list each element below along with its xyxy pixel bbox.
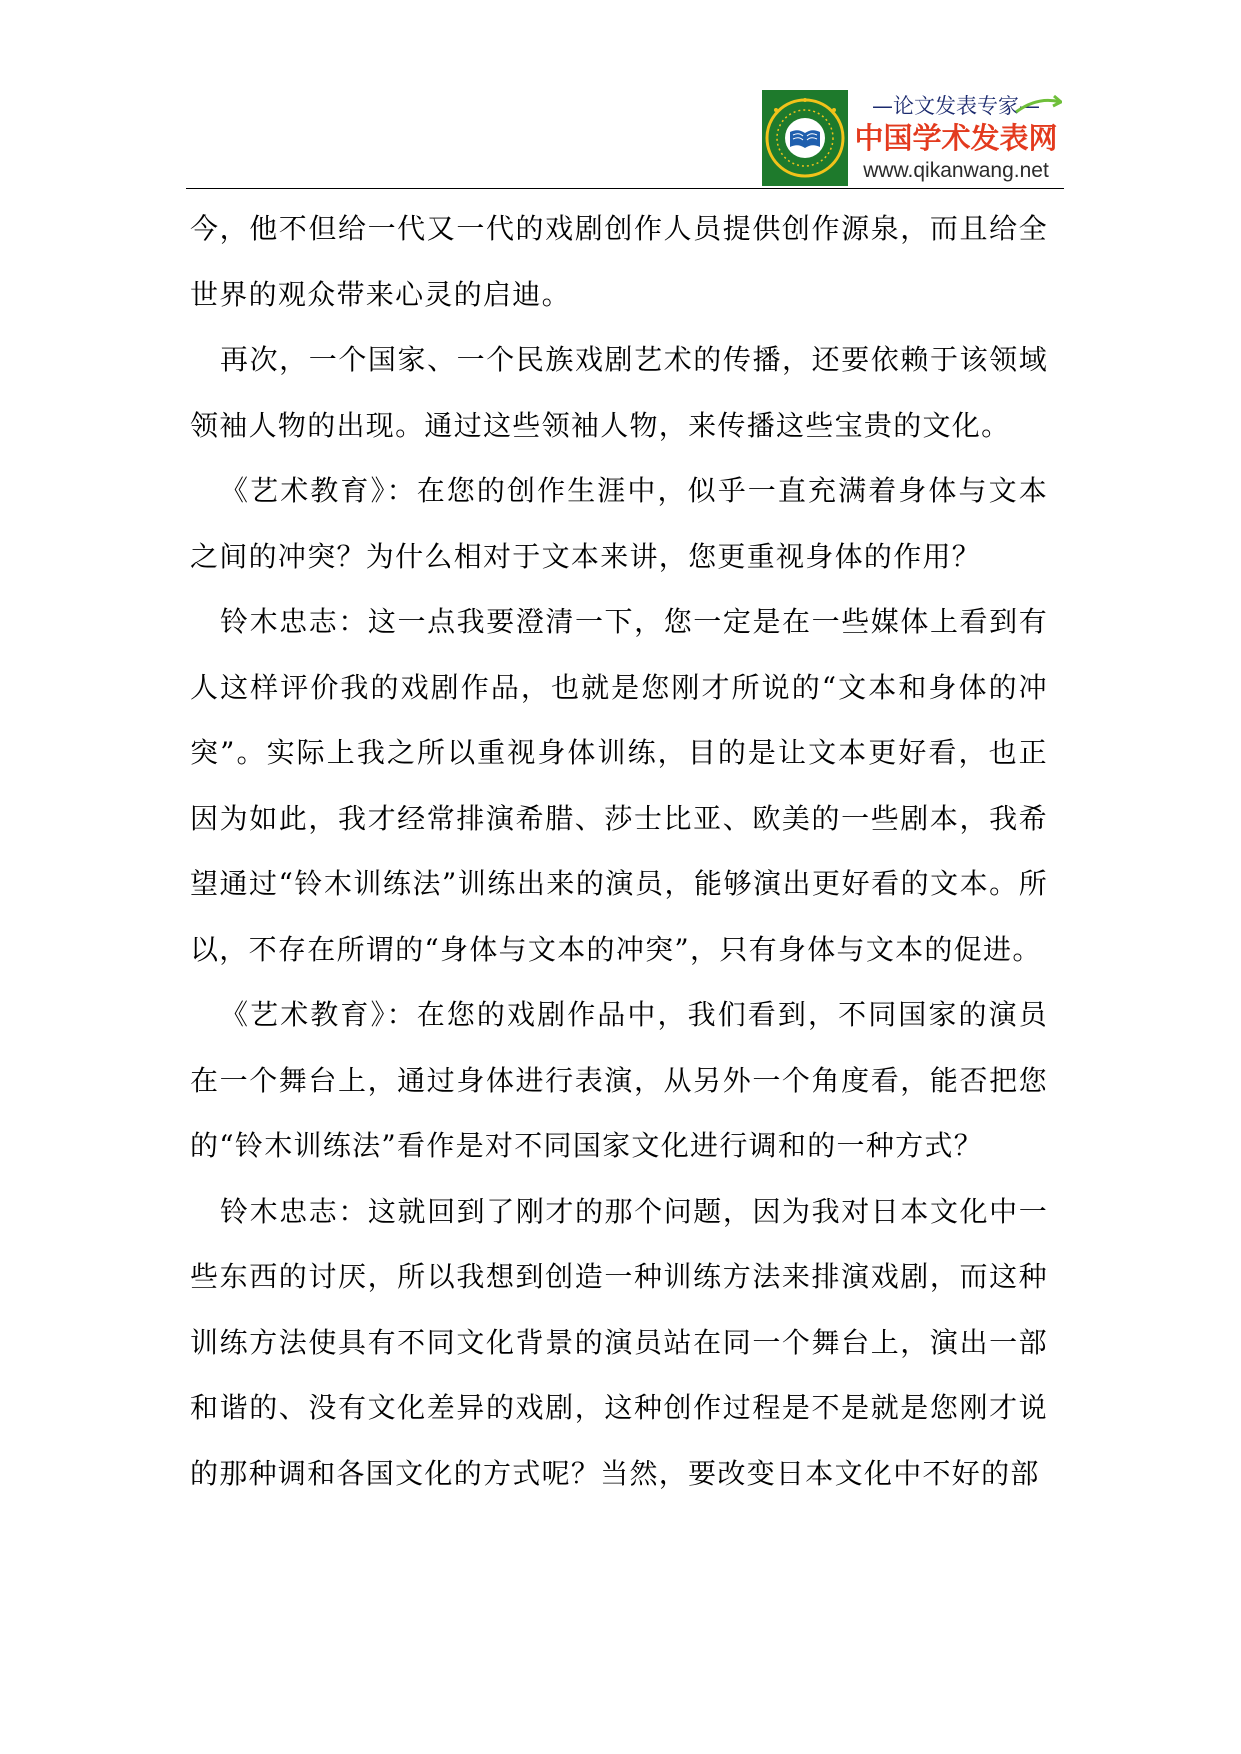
open-book-icon xyxy=(762,90,848,186)
logo-emblem xyxy=(762,90,848,186)
logo-text-block xyxy=(848,90,1064,186)
paragraph: 铃木忠志：这就回到了刚才的那个问题，因为我对日本文化中一些东西的讨厌，所以我想到创造一种训练方法来排演戏剧，而这种训练方法使具有不同文化背景的演员站在同一个舞台上，演出一部和谐的、没有文化差异的戏剧，这种创作过程是不是就是您刚才说的那种调和各国文化的方式呢？当然，要改变日本文化中不好的部 xyxy=(190,1194,1048,1490)
swoosh-icon xyxy=(1014,92,1062,118)
logo-slogan: —论文发表专家— xyxy=(872,94,1040,118)
logo-url: www.qikanwang.net xyxy=(863,159,1049,182)
paragraph: 今，他不但给一代又一代的戏剧创作人员提供创作源泉，而且给全世界的观众带来心灵的启迪。 xyxy=(190,212,1048,311)
paragraph: 《艺术教育》：在您的创作生涯中，似乎一直充满着身体与文本之间的冲突？为什么相对于文本来讲，您更重视身体的作用？ xyxy=(190,474,1048,573)
logo-site-name: 中国学术发表网 xyxy=(854,121,1058,155)
paragraph: 《艺术教育》：在您的戏剧作品中，我们看到，不同国家的演员在一个舞台上，通过身体进行表演，从另外一个角度看，能否把您的“铃木训练法”看作是对不同国家文化进行调和的一种方式？ xyxy=(190,998,1048,1162)
publisher-logo xyxy=(762,90,1064,186)
paragraph: 铃木忠志：这一点我要澄清一下，您一定是在一些媒体上看到有人这样评价我的戏剧作品，也就是您刚才所说的“文本和身体的冲突”。实际上我之所以重视身体训练，目的是让文本更好看，也正因为如此，我才经常排演希腊、莎士比亚、欧美的一些剧本，我希望通过“铃木训练法”训练出来的演员，能够演出更好看的文本。所以，不存在所谓的“身体与文本的冲突”，只有身体与文本的促进。 xyxy=(190,605,1048,966)
header-divider xyxy=(186,188,1064,189)
paragraph: 再次，一个国家、一个民族戏剧艺术的传播，还要依赖于该领域领袖人物的出现。通过这些领袖人物，来传播这些宝贵的文化。 xyxy=(190,343,1048,442)
article-body xyxy=(190,196,1048,1506)
